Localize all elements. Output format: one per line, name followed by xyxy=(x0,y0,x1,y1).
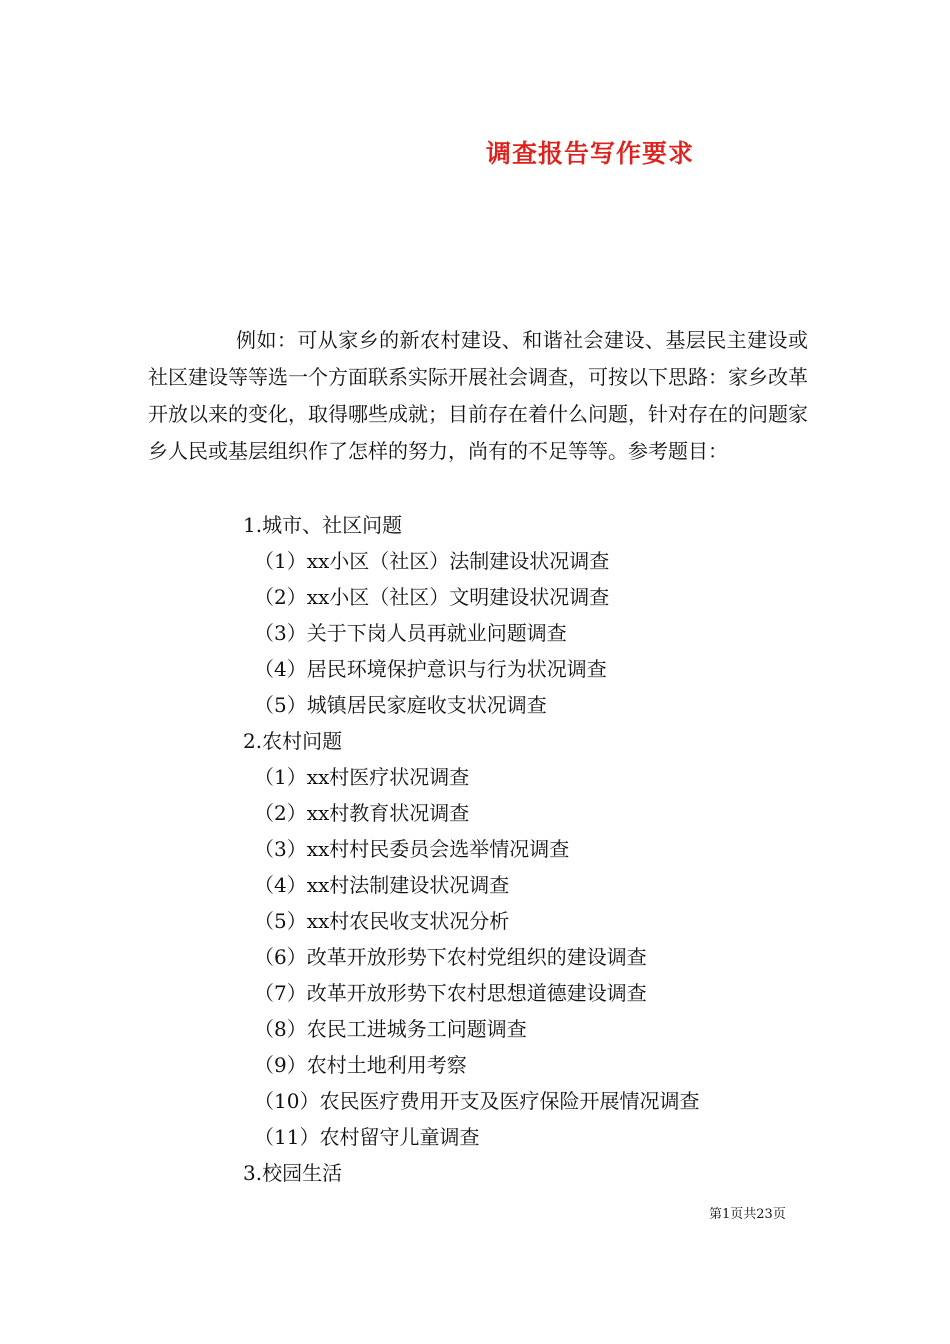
topic-item: （1）xx村医疗状况调查 xyxy=(254,765,470,789)
section-heading: 1.城市、社区问题 xyxy=(243,513,403,537)
topic-item: （5）xx村农民收支状况分析 xyxy=(254,909,510,933)
section-heading: 3.校园生活 xyxy=(243,1161,343,1185)
topic-item: （4）xx村法制建设状况调查 xyxy=(254,873,510,897)
topic-item: （3）关于下岗人员再就业问题调查 xyxy=(254,621,567,645)
document-title: 调查报告写作要求 xyxy=(485,139,694,168)
topic-item: （2）xx村教育状况调查 xyxy=(254,801,470,825)
section-heading: 2.农村问题 xyxy=(243,729,343,753)
topic-item: （11）农村留守儿童调查 xyxy=(254,1125,480,1149)
topic-item: （7）改革开放形势下农村思想道德建设调查 xyxy=(254,981,647,1005)
topic-item: （3）xx村村民委员会选举情况调查 xyxy=(254,837,570,861)
topic-item: （4）居民环境保护意识与行为状况调查 xyxy=(254,657,607,681)
topic-item: （5）城镇居民家庭收支状况调查 xyxy=(254,693,547,717)
topic-item: （2）xx小区（社区）文明建设状况调查 xyxy=(254,585,610,609)
topic-item: （1）xx小区（社区）法制建设状况调查 xyxy=(254,549,610,573)
topic-item: （9）农村土地利用考察 xyxy=(254,1053,467,1077)
topic-item: （6）改革开放形势下农村党组织的建设调查 xyxy=(254,945,647,969)
topic-item: （10）农民医疗费用开支及医疗保险开展情况调查 xyxy=(254,1089,700,1113)
intro-paragraph: 例如：可从家乡的新农村建设、和谐社会建设、基层民主建设或社区建设等等选一个方面联系实际开展社会调查，可按以下思路：家乡改革开放以来的变化，取得哪些成就；目前存在着什么问题，针对存在的问题家乡人民或基层组织作了怎样的努力，尚有的不足等等。参考题目： xyxy=(148,328,808,463)
topic-item: （8）农民工进城务工问题调查 xyxy=(254,1017,527,1041)
page-footer: 第1页共23页 xyxy=(709,1207,786,1222)
